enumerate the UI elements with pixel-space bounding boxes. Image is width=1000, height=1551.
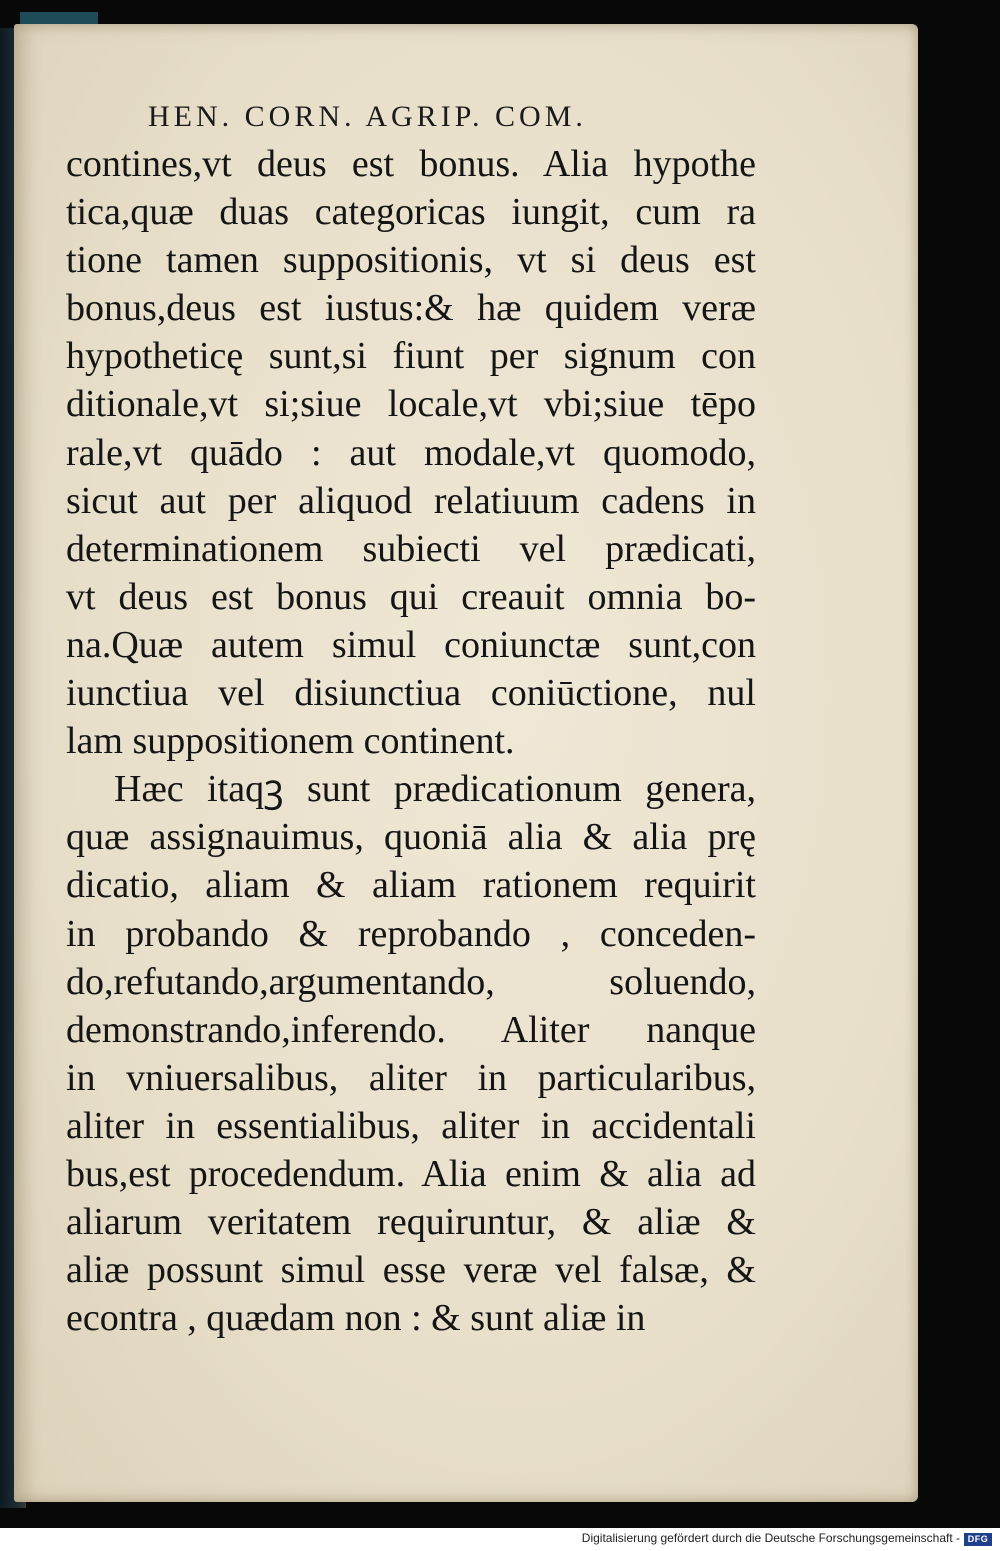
text-line: bonus,deus est iustus:& hæ quidem veræ	[66, 287, 756, 330]
text-line: determinationem subiecti vel prædicati,	[66, 527, 756, 570]
text-line: in vniuersalibus, aliter in particularibus,	[66, 1056, 756, 1099]
text-line: rale,vt quādo : aut modale,vt quomodo,	[66, 431, 756, 474]
text-line: ditionale,vt si;siue locale,vt vbi;siue tēpo	[66, 383, 756, 426]
text-line: econtra , quædam non : & sunt aliæ in	[66, 1297, 646, 1340]
text-line: quæ assignauimus, quoniā alia & alia prę	[66, 816, 756, 859]
dfg-logo: DFG	[964, 1533, 992, 1546]
text-line: tica,quæ duas categoricas iungit, cum ra	[66, 191, 756, 234]
body-text	[66, 140, 756, 1342]
text-line: iunctiua vel disiunctiua coniūctione, nul	[66, 672, 756, 715]
text-line: Hæc itaqꝫ sunt prædicationum genera,	[114, 768, 756, 811]
footer-bar	[0, 1528, 1000, 1551]
funding-credit: Digitalisierung gefördert durch die Deutsche Forschungsgemeinschaft -	[581, 1531, 960, 1545]
text-line: do,refutando,argumentando, soluendo,	[66, 960, 756, 1003]
text-line: aliæ possunt simul esse veræ vel falsæ, &	[66, 1249, 756, 1292]
text-line: in probando & reprobando , conceden-	[66, 912, 756, 955]
text-line: tione tamen suppositionis, vt si deus est	[66, 239, 756, 282]
text-line: hypotheticę sunt,si fiunt per signum con	[66, 335, 756, 378]
text-line: bus,est procedendum. Alia enim & alia ad	[66, 1152, 756, 1195]
text-line: aliter in essentialibus, aliter in accidentali	[66, 1104, 756, 1147]
text-line: dicatio, aliam & aliam rationem requirit	[66, 864, 756, 907]
text-line: demonstrando,inferendo. Aliter nanque	[66, 1008, 756, 1051]
text-line: aliarum veritatem requiruntur, & aliæ &	[66, 1201, 756, 1244]
running-head: HEN. CORN. AGRIP. COM.	[148, 100, 587, 133]
text-line: na.Quæ autem simul coniunctæ sunt,con	[66, 623, 756, 666]
text-line: lam suppositionem continent.	[66, 720, 515, 763]
text-line: sicut aut per aliquod relatiuum cadens in	[66, 479, 756, 522]
text-line: contines,vt deus est bonus. Alia hypothe	[66, 143, 756, 185]
text-line: vt deus est bonus qui creauit omnia bo-	[66, 575, 756, 618]
